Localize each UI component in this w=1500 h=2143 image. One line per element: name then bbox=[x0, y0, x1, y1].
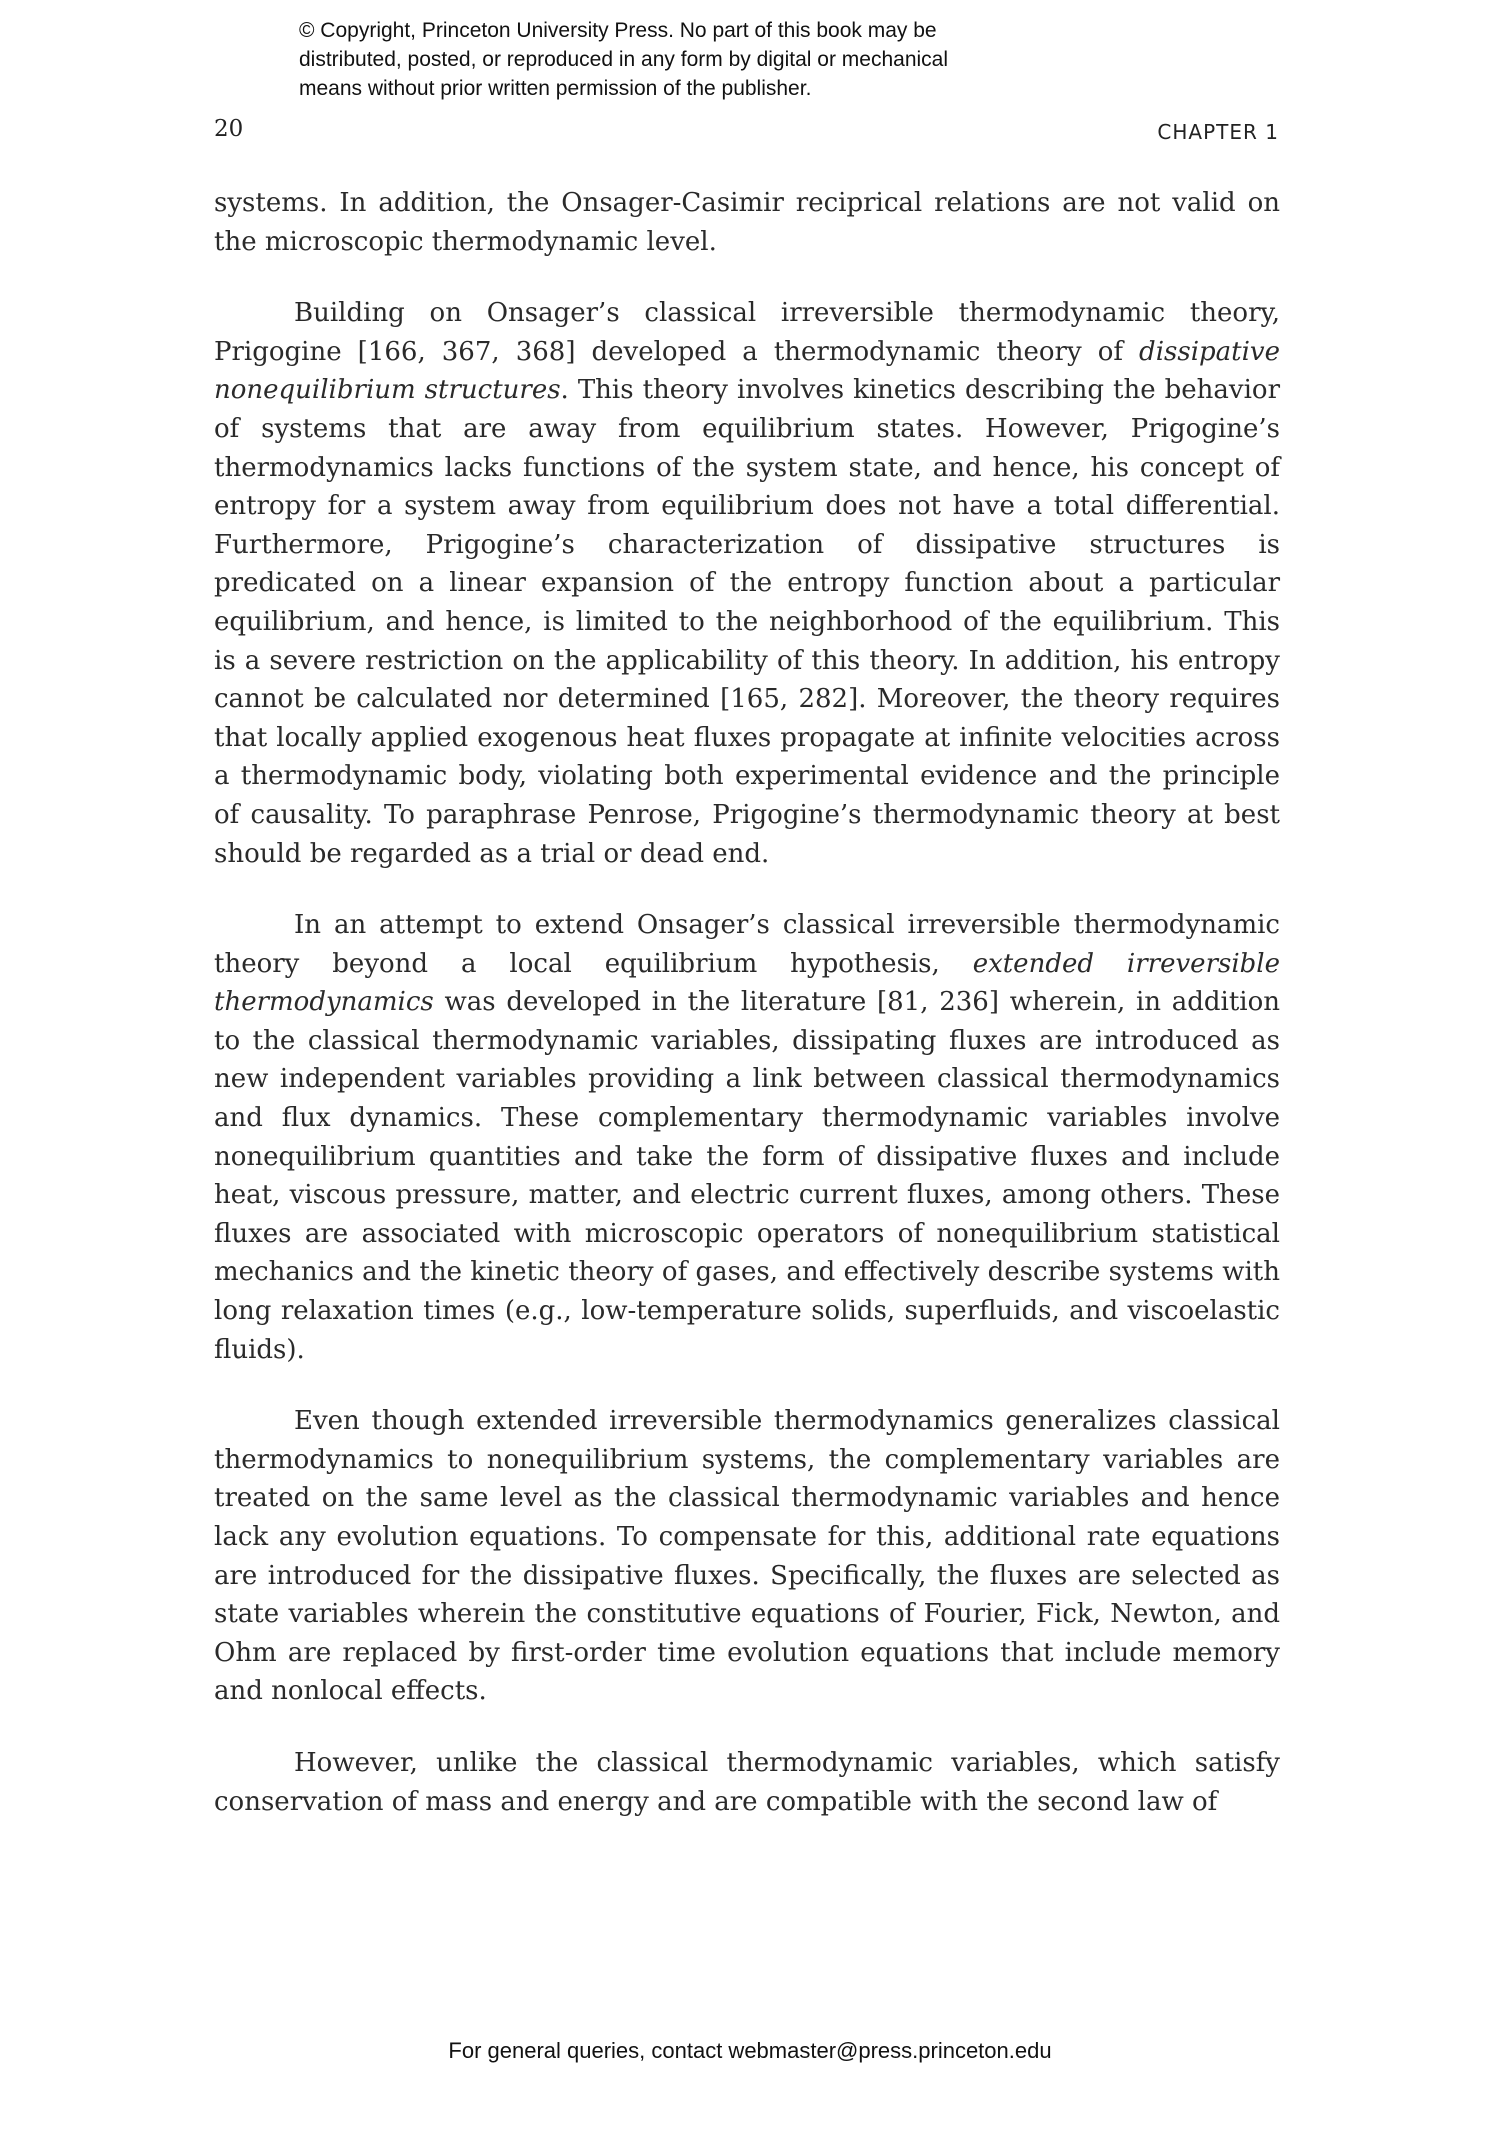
copyright-line-1: © Copyright, Princeton University Press. No part of this book may be bbox=[299, 19, 937, 42]
page-number: 20 bbox=[214, 116, 244, 142]
paragraph-3-emphasis: extended irreversible thermodynamics bbox=[214, 948, 1280, 1018]
paragraph-2-text-a: Building on Onsager’s classical irreversible thermodynamic theory, Prigogine [166, 367, 368] developed a thermodynamic theory of bbox=[214, 298, 1280, 367]
paragraph-1: systems. In addition, the Onsager-Casimir reciprical relations are not valid on the microscopic thermodynamic level. bbox=[214, 188, 1280, 257]
footer-contact: For general queries, contact webmaster@press.princeton.edu bbox=[448, 2038, 1052, 2063]
paragraph-4: Even though extended irreversible thermodynamics generalizes classical thermodynamics to nonequilibrium systems, the complementary variables are treated on the same level as the classical thermodynamic variables and hence lack any evolution equations. To compensate for this, additional rate equations are introduced for the dissipative fluxes. Specifically, the fluxes are selected as state variables wherein the constitutive equations of Fourier, Fick, Newton, and Ohm are replaced by first-order time evolution equations that include memory and nonlocal effects. bbox=[214, 1406, 1280, 1707]
paragraph-2-emphasis: dissipative nonequilibrium structures bbox=[214, 336, 1280, 406]
chapter-label: CHAPTER 1 bbox=[1157, 120, 1279, 144]
paragraph-3 bbox=[214, 906, 1280, 1369]
paragraph-2 bbox=[214, 294, 1280, 873]
copyright-line-2: distributed, posted, or reproduced in any form by digital or mechanical bbox=[299, 48, 949, 71]
paragraph-3-text-a: In an attempt to extend Onsager’s classical irreversible thermodynamic theory beyond a local equilibrium hypothesis, bbox=[214, 910, 1280, 979]
page-body bbox=[214, 184, 1280, 1821]
copyright-line-3: means without prior written permission of the publisher. bbox=[299, 77, 812, 100]
paragraph-3-text-b: was developed in the literature [81, 236] wherein, in addition to the classical thermodynamic variables, dissipating fluxes are introduced as new independent variables providing a link between classical thermodynamics and flux dynamics. These complementary thermodynamic variables involve nonequilibrium quantities and take the form of dissipative fluxes and include heat, viscous pressure, matter, and electric current fluxes, among others. These fluxes are associated with microscopic operators of nonequilibrium statistical mechanics and the kinetic theory of gases, and effectively describe systems with long relaxation times (e.g., low-temperature solids, superfluids, and viscoelastic fluids). bbox=[214, 987, 1280, 1365]
paragraph-2-text-b: . This theory involves kinetics describing the behavior of systems that are away from equilibrium states. However, Prigogine’s thermodynamics lacks functions of the system state, and hence, his concept of entropy for a system away from equilibrium does not have a total differential. Furthermore, Prigogine’s characterization of dissipative structures is predicated on a linear expansion of the entropy function about a particular equilibrium, and hence, is limited to the neighborhood of the equilibrium. This is a severe restriction on the applicability of this theory. In addition, his entropy cannot be calculated nor determined [165, 282]. Moreover, the theory requires that locally applied exogenous heat fluxes propagate at infinite velocities across a thermodynamic body, violating both experimental evidence and the principle of causality. To paraphrase Penrose, Prigogine’s thermodynamic theory at best should be regarded as a trial or dead end. bbox=[214, 375, 1280, 869]
paragraph-5: However, unlike the classical thermodynamic variables, which satisfy conservation of mass and energy and are compatible with the second law of bbox=[214, 1747, 1280, 1817]
copyright-notice bbox=[299, 16, 1199, 103]
